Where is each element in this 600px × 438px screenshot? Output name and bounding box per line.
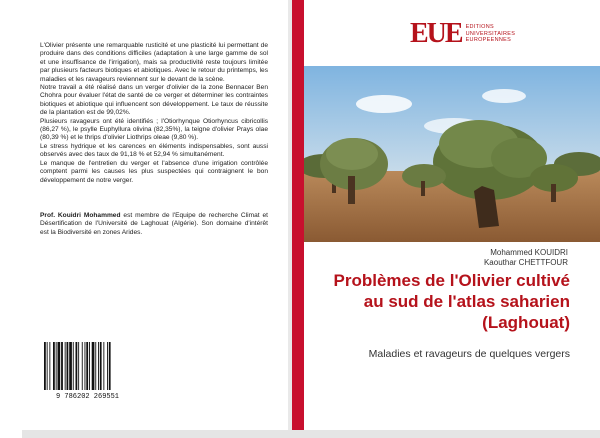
author-bio-text: est membre de l'Equipe de recherche Climat et Désertification de l'Université de Laghouat (Algérie). Son domaine d'intérêt est la Biodiversité en zones Arides. — [40, 212, 269, 236]
barcode-bar — [89, 342, 90, 390]
barcode-bar — [95, 342, 96, 390]
olive-grove-photo — [304, 66, 600, 242]
back-cover-summary — [40, 42, 268, 185]
barcode-bar — [44, 342, 46, 390]
barcode-bar — [67, 342, 69, 390]
summary-paragraph-5: Le manque de l'entretien du verger et l'absence d'une irrigation contrôlée comptent parmi les causes les plus suspectées qui contraignent le bon développement de notre verger. — [40, 159, 268, 184]
author-1: Mohammed KOUIDRI — [490, 248, 568, 257]
barcode-bar — [53, 342, 55, 390]
barcode-bars — [44, 342, 111, 390]
barcode-bar — [103, 342, 104, 390]
barcode-bar — [109, 342, 111, 390]
publisher-logo-mark — [410, 20, 462, 48]
author-bio — [40, 212, 268, 237]
barcode-bar — [69, 342, 72, 390]
summary-paragraph-4: Le stress hydrique et les carences en éléments indispensables, sont aussi observés avec des taux de 91,18 % et 52,94 % simultanément. — [40, 142, 268, 159]
publisher-logo-letters: EUE — [410, 18, 462, 49]
barcode-bar — [85, 342, 86, 390]
barcode-bar — [82, 342, 83, 390]
barcode-bar — [56, 342, 57, 390]
author-list — [484, 248, 568, 268]
barcode-bar — [47, 342, 48, 390]
barcode-bar — [107, 342, 108, 390]
barcode-bar — [92, 342, 95, 390]
publisher-logo — [410, 20, 515, 48]
barcode-bar — [58, 342, 61, 390]
barcode-bar — [100, 342, 102, 390]
isbn-digits: 9 786202 269551 — [55, 393, 120, 400]
barcode-bar — [78, 342, 79, 390]
summary-paragraph-3: Plusieurs ravageurs ont été identifiés ; l'Otiorhynque Otiorhyncus cibricollis (86,27 %), le psylle Euphyllura olivina (82,35%), la teigne d'olivier Prays olae (80,39 %) et le thrips d'olivier Liothrips oleae (9,80 %). — [40, 117, 268, 142]
summary-paragraph-2: Notre travail a été réalisé dans un verger d'olivier de la zone Bennacer Ben Chohra pour évaluer l'état de santé de ce verger et déterminer les contraintes biotiques et abiotique qui influencent son développement. Le taux de réussite de la plantation est de 99,02%. — [40, 84, 268, 117]
barcode-bar — [49, 342, 50, 390]
book-spine — [292, 0, 304, 438]
barcode-bar — [61, 342, 63, 390]
author-bio-name: Prof. Kouidri Mohammed — [40, 212, 121, 219]
barcode-bar — [73, 342, 74, 390]
barcode-bar — [76, 342, 78, 390]
publisher-logo-line-3: EUROPEENNES — [465, 37, 512, 44]
publisher-logo-line-1: EDITIONS — [465, 24, 494, 31]
publisher-logo-text — [466, 24, 516, 44]
summary-paragraph-1: L'Olivier présente une remarquable rusticité et une plasticité lui permettant de produire dans des conditions difficiles (adaptation à une large gamme de sol et une insuffisance de l'irrigation), mais sa productivité reste toujours limitée par plusieurs facteurs biotiques et abiotiques. Avec le retour du printemps, les maladies et les ravageurs reviennent sur le devant de la scène. — [40, 42, 268, 83]
barcode-bar — [65, 342, 66, 390]
book-subtitle: Maladies et ravageurs de quelques vergers — [368, 348, 570, 360]
barcode-bar — [86, 342, 88, 390]
book-title: Problèmes de l'Olivier cultivé au sud de l'atlas saharien (Laghouat) — [333, 271, 570, 332]
author-2: Kaouthar CHETTFOUR — [483, 258, 568, 267]
isbn-barcode — [40, 340, 135, 400]
publisher-logo-line-2: UNIVERSITAIRES — [465, 30, 516, 37]
bottom-shadow — [22, 430, 600, 438]
barcode-bar — [98, 342, 99, 390]
